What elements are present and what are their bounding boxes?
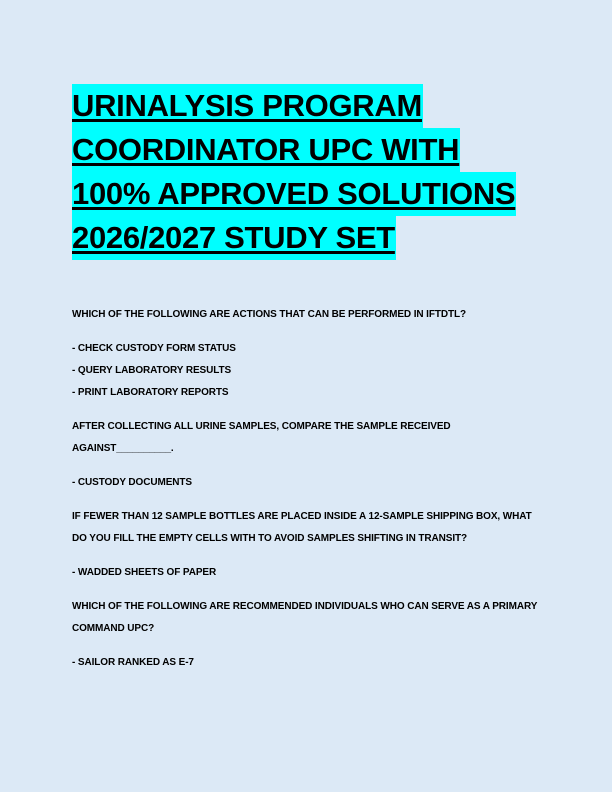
title-line: COORDINATOR UPC WITH — [72, 128, 460, 172]
question-text: AFTER COLLECTING ALL URINE SAMPLES, COMPARE THE SAMPLE RECEIVED AGAINST__________. — [72, 421, 451, 454]
question-text: WHICH OF THE FOLLOWING ARE RECOMMENDED INDIVIDUALS WHO CAN SERVE AS A PRIMARY COMMAND UPC? — [72, 601, 538, 634]
answer-text: - SAILOR RANKED AS E-7 — [72, 657, 194, 668]
answer-block — [72, 472, 540, 494]
question-text: IF FEWER THAN 12 SAMPLE BOTTLES ARE PLACED INSIDE A 12-SAMPLE SHIPPING BOX, WHAT DO YOU FILL THE EMPTY CELLS WITH TO AVOID SAMPLES SHIFTING IN TRANSIT? — [72, 511, 532, 544]
answer-text: - CHECK CUSTODY FORM STATUS — [72, 343, 236, 354]
answer-text: - PRINT LABORATORY REPORTS — [72, 387, 229, 398]
answer-text: - CUSTODY DOCUMENTS — [72, 477, 192, 488]
title-line: 100% APPROVED SOLUTIONS — [72, 172, 516, 216]
document-page — [72, 84, 540, 686]
answer-text: - QUERY LABORATORY RESULTS — [72, 365, 232, 376]
qa-list — [72, 304, 540, 674]
question-text: WHICH OF THE FOLLOWING ARE ACTIONS THAT CAN BE PERFORMED IN IFTDTL? — [72, 309, 467, 320]
title-line: 2026/2027 STUDY SET — [72, 216, 396, 260]
answer-block — [72, 652, 540, 674]
title-line: URINALYSIS PROGRAM — [72, 84, 423, 128]
answer-text: - WADDED SHEETS OF PAPER — [72, 567, 217, 578]
answer-block — [72, 338, 540, 404]
answer-block — [72, 562, 540, 584]
document-title — [72, 84, 540, 260]
